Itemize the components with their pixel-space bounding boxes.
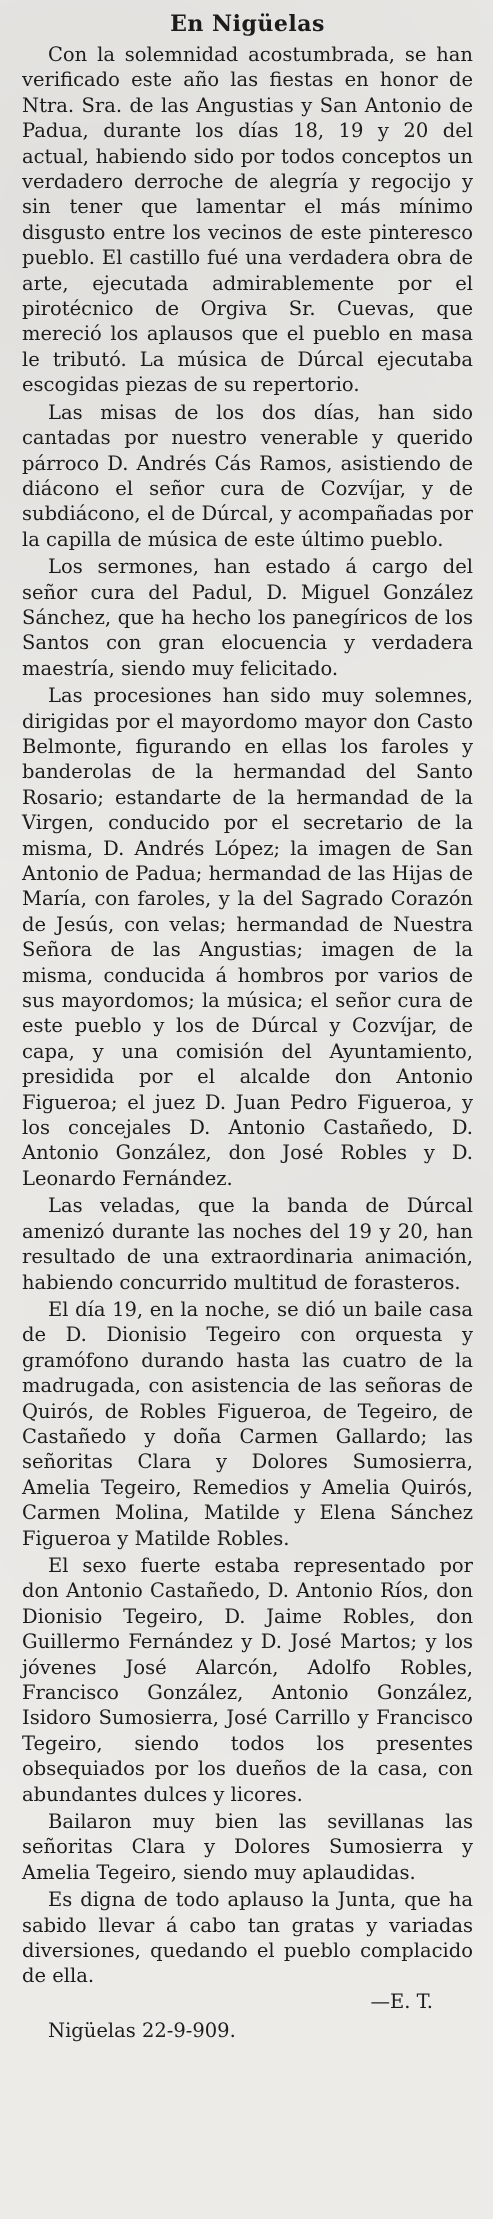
article-title: En Nigüelas [170,11,325,37]
article-paragraph: Con la solemnidad acostumbrada, se han verificado este año las fiestas en honor de Ntra. Sra. de las Angustias y San Antonio de Padua, durante los días 18, 19 y 20 del actual, habiendo sido por todos conceptos un verdadero derroche de alegría y regocijo y sin tener que lamentar el más mínimo disgusto entre los vecinos de este pinteresco pueblo. El castillo fué una verdadera obra de arte, ejecutada admirablemente por el pirotécnico de Orgiva Sr. Cuevas, que mereció los aplausos que el pueblo en masa le tributó. La música de Dúrcal ejecutaba escogidas piezas de su repertorio. [22,43,473,397]
article-paragraph: Las veladas, que la banda de Dúrcal amenizó durante las noches del 19 y 20, han resultado de una extraordinaria animación, habiendo concurrido multitud de forasteros. [22,1194,473,1294]
article-paragraph: El sexo fuerte estaba representado por don Antonio Castañedo, D. Antonio Ríos, don Dionisio Tegeiro, D. Jaime Robles, don Guillermo Fernández y D. José Martos; y los jóvenes José Alarcón, Adolfo Robles, Francisco González, Antonio González, Isidoro Sumosierra, José Carrillo y Francisco Tegeiro, siendo todos los presentes obsequiados por los dueños de la casa, con abundantes dulces y licores. [22,1553,473,1806]
article-dateline: Nigüelas 22-9-909. [48,2019,236,2043]
article-paragraph: Las misas de los dos días, han sido cantadas por nuestro venerable y querido párroco D. Andrés Cás Ramos, asistiendo de diácono el señor cura de Cozvíjar, y de subdiácono, el de Dúrcal, y acompañadas por la capilla de música de este último pueblo. [22,400,473,551]
article-paragraph: Las procesiones han sido muy solemnes, dirigidas por el mayordomo mayor don Casto Belmonte, figurando en ellas los faroles y banderolas de la hermandad del Santo Rosario; estandarte de la hermandad de la Virgen, conducido por el secretario de la misma, D. Andrés López; la imagen de San Antonio de Padua; hermandad de las Hijas de María, con faroles, y la del Sagrado Corazón de Jesús, con velas; hermandad de Nuestra Señora de las Angustias; imagen de la misma, conducida á hombros por varios de sus mayordomos; la música; el señor cura de este pueblo y los de Dúrcal y Cozvíjar, de capa, y una comisión del Ayuntamiento, presidida por el alcalde don Antonio Figueroa; el juez D. Juan Pedro Figueroa, y los concejales D. Antonio Castañedo, D. Antonio González, don José Robles y D. Leonardo Fernández. [22,684,473,1190]
article-paragraph: Los sermones, han estado á cargo del señor cura del Padul, D. Miguel González Sánchez, que ha hecho los panegíricos de los Santos con gran elocuencia y verdadera maestría, siendo muy felicitado. [22,555,473,680]
article-paragraph: Bailaron muy bien las sevillanas las señoritas Clara y Dolores Sumosierra y Amelia Tegeiro, siendo muy aplaudidas. [22,1810,473,1884]
article-body [22,42,473,2044]
article-signature: —E. T. [370,1989,433,2013]
article-paragraph: El día 19, en la noche, se dió un baile casa de D. Dionisio Tegeiro con orquesta y gramófono durando hasta las cuatro de la madrugada, con asistencia de las señoras de Quirós, de Robles Figueroa, de Tegeiro, de Castañedo y doña Carmen Gallardo; las señoritas Clara y Dolores Sumosierra, Amelia Tegeiro, Remedios y Amelia Quirós, Carmen Molina, Matilde y Elena Sánchez Figueroa y Matilde Robles. [22,1297,473,1550]
article-paragraph: Es digna de todo aplauso la Junta, que ha sabido llevar á cabo tan gratas y variadas diversiones, quedando el pueblo complacido de ella. [22,1888,473,1988]
